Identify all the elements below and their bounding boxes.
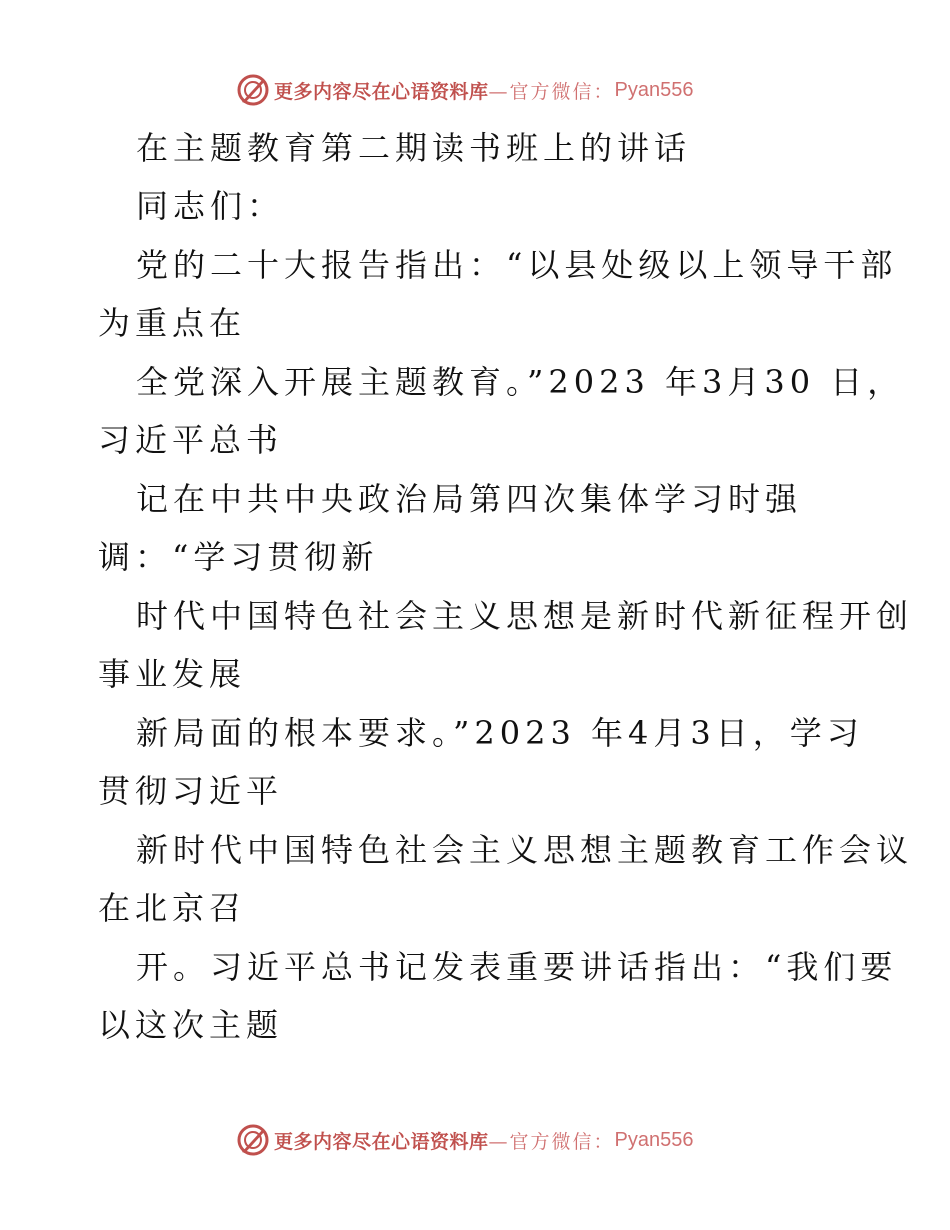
salutation: 同志们： (136, 187, 285, 225)
footer-watermark (236, 1122, 716, 1158)
text-line: 调：“学习贯彻新 (98, 538, 379, 576)
watermark-wechat-id: Pyan556 (614, 78, 694, 101)
text-line: 新时代中国特色社会主义思想主题教育工作会议 (136, 831, 914, 869)
quill-circle-logo-icon (236, 1123, 270, 1157)
watermark-site-name: 更多内容尽在心语资料库 (274, 80, 489, 103)
watermark-official-label: —官方微信： (488, 1130, 615, 1153)
text-line: 以这次主题 (98, 1006, 284, 1044)
watermark-wechat-id: Pyan556 (614, 1128, 694, 1151)
watermark-official-label: —官方微信： (488, 80, 615, 103)
text-line: 新局面的根本要求。”2023 年4月3日，学习 (136, 714, 864, 752)
text-line: 为重点在 (98, 304, 247, 342)
header-watermark (236, 72, 716, 108)
text-line: 事业发展 (98, 655, 247, 693)
text-line: 时代中国特色社会主义思想是新时代新征程开创 (136, 597, 914, 635)
text-line: 全党深入开展主题教育。”2023 年3月30 日， (136, 363, 905, 401)
document-title: 在主题教育第二期读书班上的讲话 (136, 129, 692, 167)
text-line: 党的二十大报告指出：“以县处级以上领导干部 (136, 246, 898, 284)
text-line: 贯彻习近平 (98, 772, 284, 810)
text-line: 记在中共中央政治局第四次集体学习时强 (136, 480, 803, 518)
text-line: 在北京召 (98, 889, 247, 927)
text-line: 开。习近平总书记发表重要讲话指出：“我们要 (136, 948, 898, 986)
text-line: 习近平总书 (98, 421, 284, 459)
quill-circle-logo-icon (236, 73, 270, 107)
watermark-site-name: 更多内容尽在心语资料库 (274, 1130, 489, 1153)
